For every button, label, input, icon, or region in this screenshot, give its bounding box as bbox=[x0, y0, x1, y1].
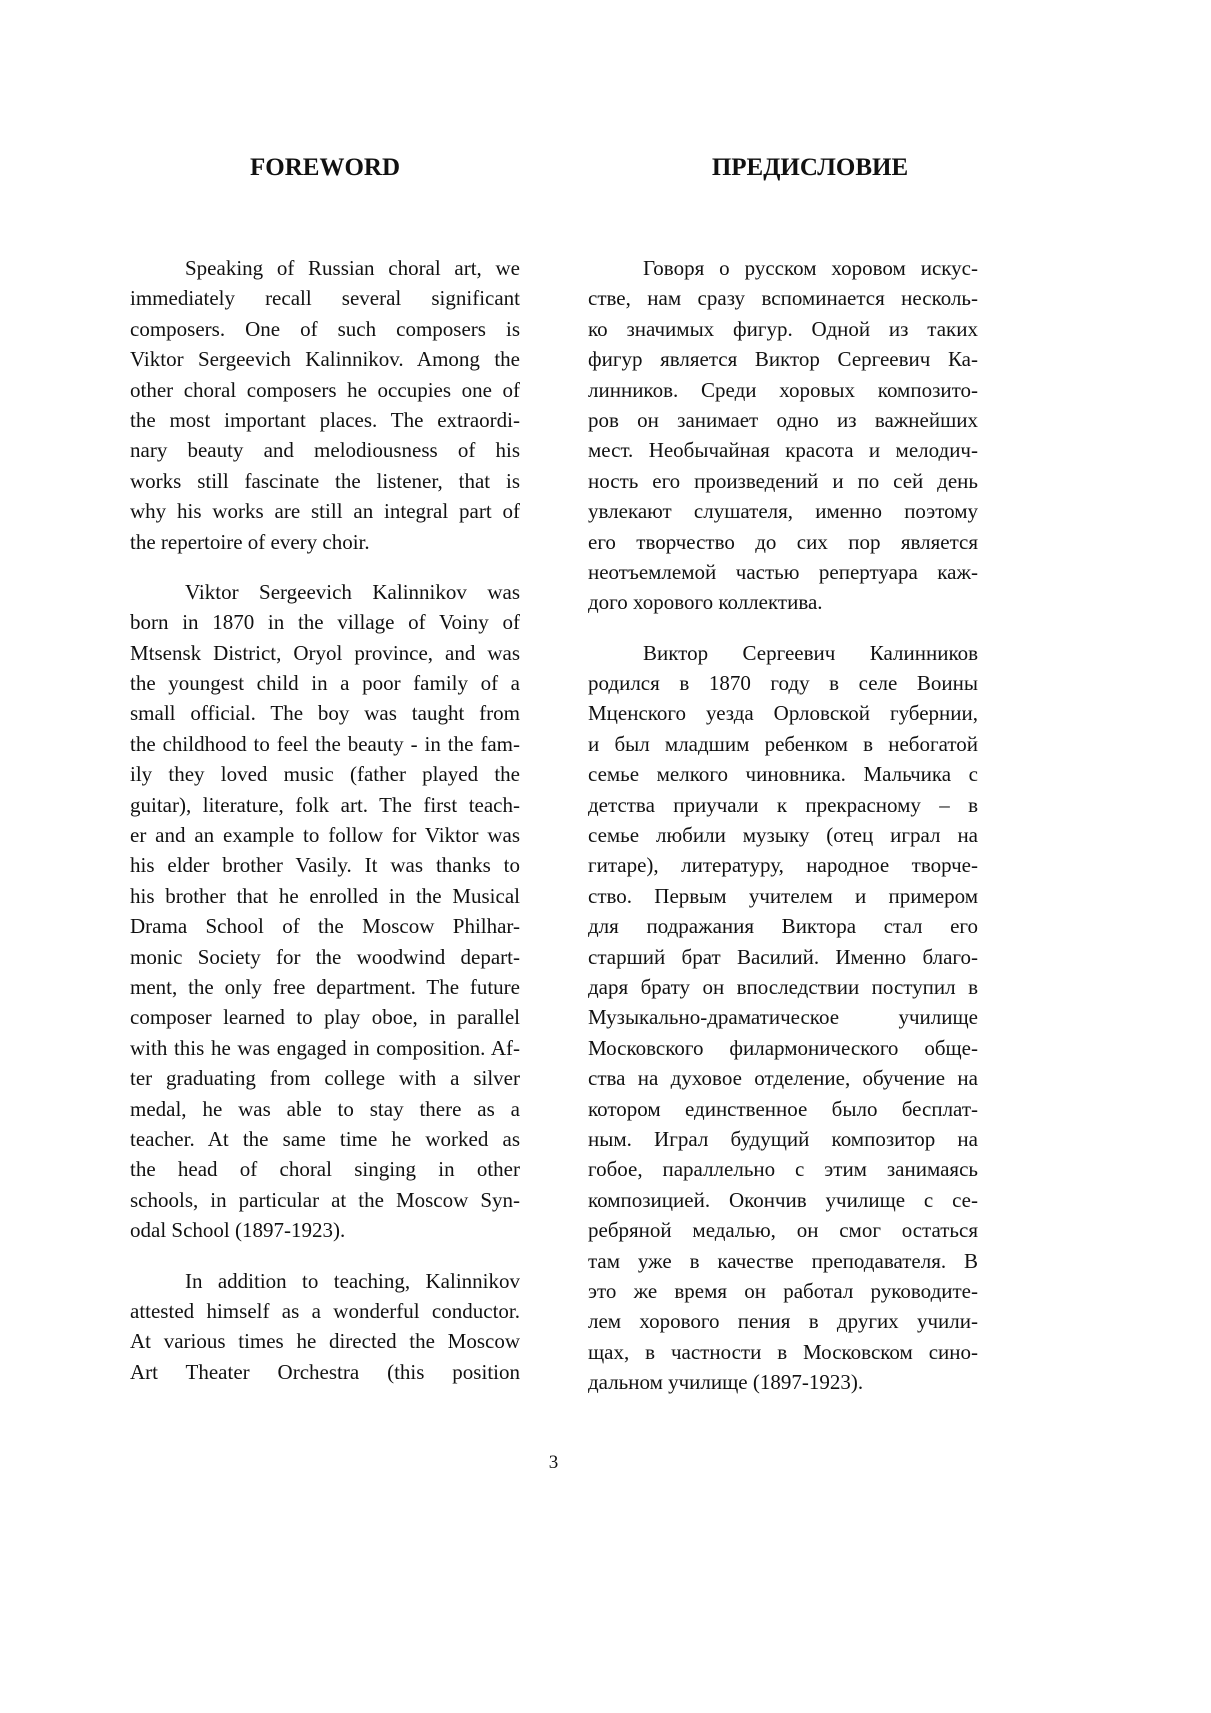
text-line: immediately recall several significant bbox=[130, 286, 520, 311]
text-line: er and an example to follow for Viktor was bbox=[130, 823, 520, 848]
text-line: там уже в качестве преподавателя. В bbox=[588, 1248, 978, 1273]
text-line: attested himself as a wonderful conductor. bbox=[130, 1298, 520, 1323]
english-column bbox=[130, 253, 520, 1407]
paragraph bbox=[130, 1266, 520, 1388]
foreword-title-russian: ПРЕДИСЛОВИЕ bbox=[711, 154, 909, 181]
text-line: the head of choral singing in other bbox=[130, 1157, 520, 1182]
text-line: мест. Необычайная красота и мелодич- bbox=[588, 438, 978, 463]
text-line: with this he was engaged in composition. Af- bbox=[130, 1035, 520, 1060]
text-line: the childhood to feel the beauty - in the fam- bbox=[130, 731, 520, 756]
text-line: ства на духовое отделение, обучение на bbox=[588, 1066, 978, 1091]
text-line: his elder brother Vasily. It was thanks to bbox=[130, 853, 520, 878]
text-line: the repertoire of every choir. bbox=[130, 529, 370, 554]
text-line: ров он занимает одно из важнейших bbox=[588, 407, 978, 432]
text-line: In addition to teaching, Kalinnikov bbox=[185, 1268, 520, 1293]
text-line: даря брату он впоследствии поступил в bbox=[588, 974, 978, 999]
text-line: семье мелкого чиновника. Мальчика с bbox=[588, 762, 978, 787]
text-line: ter graduating from college with a silver bbox=[130, 1066, 520, 1091]
text-line: the youngest child in a poor family of a bbox=[130, 671, 520, 696]
text-line: ство. Первым учителем и примером bbox=[588, 883, 978, 908]
text-line: the most important places. The extraordi- bbox=[130, 407, 520, 432]
text-line: his brother that he enrolled in the Musical bbox=[130, 883, 520, 908]
text-line: композицией. Окончив училище с се- bbox=[588, 1187, 978, 1212]
text-line: котором единственное было бесплат- bbox=[588, 1096, 978, 1121]
text-line: guitar), literature, folk art. The first teach- bbox=[130, 792, 520, 817]
text-line: composers. One of such composers is bbox=[130, 316, 520, 341]
text-line: ребряной медалью, он смог остаться bbox=[588, 1218, 978, 1243]
text-line: ность его произведений и по сей день bbox=[588, 468, 978, 493]
text-line: odal School (1897-1923). bbox=[130, 1218, 346, 1243]
paragraph bbox=[130, 253, 520, 557]
text-line: гобое, параллельно с этим занимаясь bbox=[588, 1157, 978, 1182]
text-line: Mtsensk District, Oryol province, and was bbox=[130, 640, 520, 665]
text-line: ment, the only free department. The future bbox=[130, 974, 520, 999]
text-line: born in 1870 in the village of Voiny of bbox=[130, 610, 520, 635]
text-line: это же время он работал руководите- bbox=[588, 1278, 978, 1303]
text-line: дого хорового коллектива. bbox=[588, 590, 823, 615]
text-line: teacher. At the same time he worked as bbox=[130, 1126, 520, 1151]
text-line: и был младшим ребенком в небогатой bbox=[588, 731, 978, 756]
paragraph bbox=[588, 253, 978, 618]
text-line: Speaking of Russian choral art, we bbox=[185, 256, 520, 280]
text-line: Виктор Сергеевич Калинников bbox=[643, 640, 978, 665]
text-line: why his works are still an integral part of bbox=[130, 499, 520, 524]
text-line: schools, in particular at the Moscow Syn- bbox=[130, 1187, 520, 1212]
text-line: composer learned to play oboe, in parallel bbox=[130, 1005, 520, 1030]
text-line: увлекают слушателя, именно поэтому bbox=[588, 499, 978, 524]
text-line: works still fascinate the listener, that is bbox=[130, 468, 520, 493]
text-line: для подражания Виктора стал его bbox=[588, 914, 978, 939]
russian-column bbox=[588, 253, 978, 1417]
text-line: Музыкально-драматическое училище bbox=[588, 1005, 978, 1030]
paragraph bbox=[130, 577, 520, 1246]
foreword-title: FOREWORD bbox=[250, 154, 400, 181]
text-line: ным. Играл будущий композитор на bbox=[588, 1126, 978, 1151]
text-line: Art Theater Orchestra (this position bbox=[130, 1359, 520, 1384]
text-line: семье любили музыку (отец играл на bbox=[588, 823, 978, 848]
text-line: гитаре), литературу, народное творче- bbox=[588, 853, 978, 878]
text-line: дальном училище (1897-1923). bbox=[588, 1370, 864, 1395]
text-line: other choral composers he occupies one of bbox=[130, 377, 520, 402]
text-line: Говоря о русском хоровом искус- bbox=[643, 256, 978, 280]
text-line: Viktor Sergeevich Kalinnikov. Among the bbox=[130, 347, 520, 372]
text-line: Мценского уезда Орловской губернии, bbox=[588, 701, 978, 726]
text-line: At various times he directed the Moscow bbox=[130, 1329, 520, 1354]
page-number: 3 bbox=[548, 1452, 559, 1473]
text-line: лем хорового пения в других учили- bbox=[588, 1309, 978, 1334]
text-line: Viktor Sergeevich Kalinnikov was bbox=[185, 579, 520, 604]
text-line: ко значимых фигур. Одной из таких bbox=[588, 316, 978, 341]
text-line: стве, нам сразу вспоминается несколь- bbox=[588, 286, 978, 311]
text-line: ily they loved music (father played the bbox=[130, 762, 520, 787]
text-line: nary beauty and melodiousness of his bbox=[130, 438, 520, 463]
text-line: Московского филармонического обще- bbox=[588, 1035, 978, 1060]
text-line: Drama School of the Moscow Philhar- bbox=[130, 914, 520, 939]
text-line: small official. The boy was taught from bbox=[130, 701, 520, 726]
text-line: старший брат Василий. Именно благо- bbox=[588, 944, 978, 969]
text-line: родился в 1870 году в селе Воины bbox=[588, 671, 978, 696]
text-line: medal, he was able to stay there as a bbox=[130, 1096, 520, 1121]
text-line: линников. Среди хоровых композито- bbox=[588, 377, 978, 402]
text-line: monic Society for the woodwind depart- bbox=[130, 944, 520, 969]
text-line: щах, в частности в Московском сино- bbox=[588, 1339, 978, 1364]
text-line: неотъемлемой частью репертуара каж- bbox=[588, 559, 978, 584]
text-line: фигур является Виктор Сергеевич Ка- bbox=[588, 347, 978, 372]
text-line: его творчество до сих пор является bbox=[588, 529, 978, 554]
text-line: детства приучали к прекрасному – в bbox=[588, 792, 978, 817]
paragraph bbox=[588, 638, 978, 1398]
